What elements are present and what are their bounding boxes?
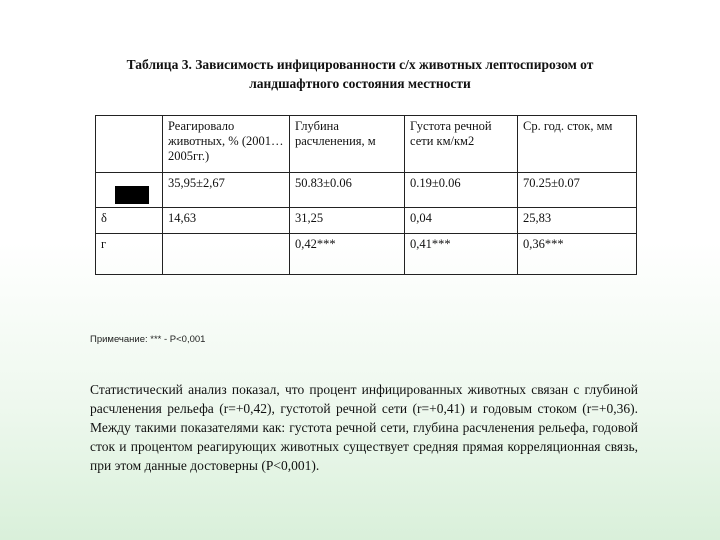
table-cell: 0,36*** xyxy=(518,234,637,275)
table-cell xyxy=(163,234,290,275)
redacted-symbol-box xyxy=(115,186,149,204)
table-cell: 0.19±0.06 xyxy=(405,173,518,208)
table-cell: 0,41*** xyxy=(405,234,518,275)
table-cell: 70.25±0.07 xyxy=(518,173,637,208)
table-header-cell xyxy=(96,116,163,173)
table-header-cell: Глубина расчленения, м xyxy=(290,116,405,173)
table-title xyxy=(70,55,650,93)
table-header-cell: Ср. год. сток, мм xyxy=(518,116,637,173)
table-cell: 25,83 xyxy=(518,208,637,234)
table-cell: 50.83±0.06 xyxy=(290,173,405,208)
table-cell: δ xyxy=(96,208,163,234)
table-footnote: Примечание: *** - P<0,001 xyxy=(90,334,206,345)
table-cell: 14,63 xyxy=(163,208,290,234)
table-header-cell: Реагировало животных, % (2001…2005гг.) xyxy=(163,116,290,173)
table-row xyxy=(96,173,637,208)
table-cell: 35,95±2,67 xyxy=(163,173,290,208)
table-cell xyxy=(96,173,163,208)
body-paragraph: Статистический анализ показал, что процент инфицированных животных связан с глубиной расчленения рельефа (r=+0,42), густотой речной сети (r=+0,41) и годовым стоком (r=+0,36). Между такими показателями как: густота речной сети, глубина расчленения рельефа, годовой сток и процентом реагирующих животных существует средняя прямая корреляционная связь, при этом данные достоверны (P<0,001). xyxy=(90,382,638,473)
table-cell: 31,25 xyxy=(290,208,405,234)
table-title-line2: ландшафтного состояния местности xyxy=(249,76,471,91)
table-header-row xyxy=(96,116,637,173)
data-table xyxy=(95,115,637,275)
table-header-cell: Густота речной сети км/км2 xyxy=(405,116,518,173)
table-cell: 0,42*** xyxy=(290,234,405,275)
table-cell: г xyxy=(96,234,163,275)
table-row xyxy=(96,234,637,275)
table-title-line1: Таблица 3. Зависимость инфицированности с/х животных лептоспирозом от xyxy=(126,57,594,72)
table-row xyxy=(96,208,637,234)
table-cell: 0,04 xyxy=(405,208,518,234)
